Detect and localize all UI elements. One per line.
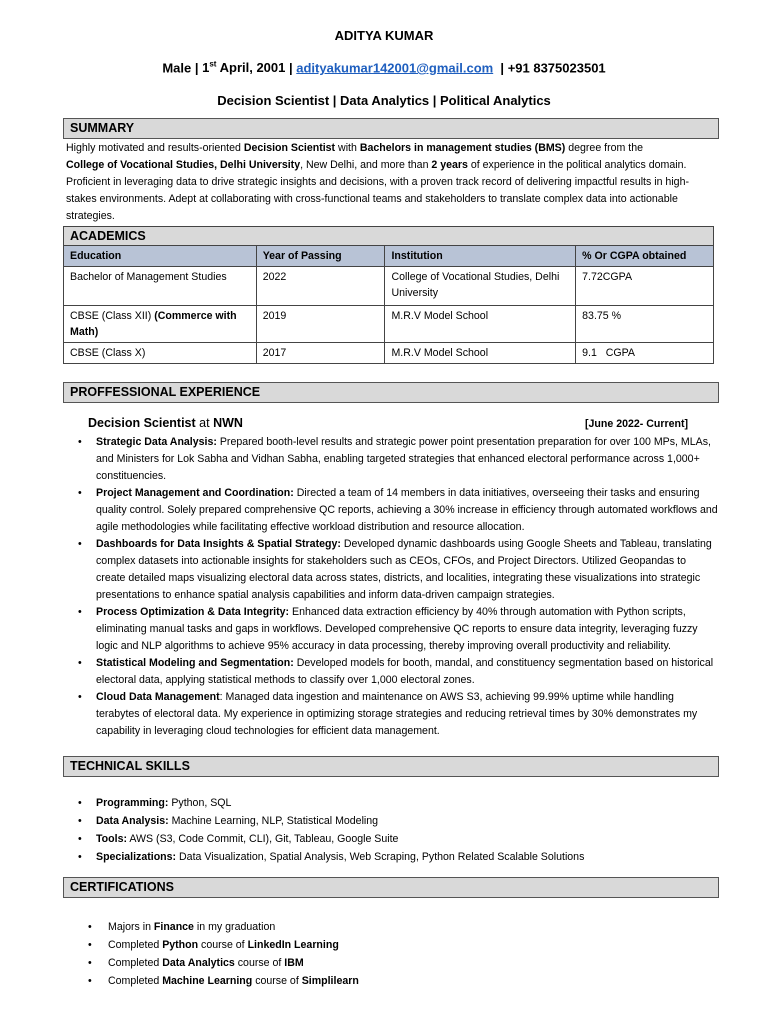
institution-cell: M.R.V Model School [385, 306, 576, 343]
summary-text: Highly motivated and results-oriented Decision Scientist with Bachelors in management studies (BMS) degree from the College of Vocational Studies, Delhi University, New Delhi, and more than 2 years of experience in the political analytics domain. Proficient in leveraging data to drive strategic insights and decisions, with a proven track record of delivering impactful results in high-stakes environments. Adept at collaborating with cross-functional teams and stakeholders to translate complex data into actionable strategies. [66, 142, 689, 222]
score-cell: 83.75 % [576, 306, 714, 343]
institution-cell: M.R.V Model School [385, 343, 576, 364]
table-row [64, 343, 714, 364]
list-item: • Data Analysis: Machine Learning, NLP, Statistical Modeling [78, 815, 379, 827]
year-cell: 2022 [256, 267, 385, 306]
candidate-name: ADITYA KUMAR [334, 28, 434, 43]
column-header: Year of Passing [256, 246, 385, 267]
list-item: • Completed Machine Learning course of Simplilearn [88, 975, 359, 987]
gender: Male [162, 60, 192, 76]
contact-line: Male | 1st April, 2001 | adityakumar142001@gmail.com | +91 8375023501 [162, 60, 606, 76]
date-of-birth: 1st April, 2001 [202, 60, 286, 76]
experience-bullets [78, 434, 718, 740]
list-item: • Programming: Python, SQL [78, 797, 232, 809]
summary-heading: SUMMARY [63, 118, 719, 139]
list-item: • Strategic Data Analysis: Prepared booth-level results and strategic power point presentation preparation for over 100 MPs, MLAs, and Ministers for Lok Sabha and Vidhan Sabha, enabling targeted strategies that enhanced electoral performance across 1,000+ constituencies. [78, 436, 711, 482]
academics-table [63, 226, 714, 364]
year-cell: 2017 [256, 343, 385, 364]
roles-line: Decision Scientist | Data Analytics | Political Analytics [217, 93, 551, 108]
table-row [64, 306, 714, 343]
experience-heading: PROFFESSIONAL EXPERIENCE [63, 382, 719, 403]
list-item: • Statistical Modeling and Segmentation: Developed models for booth, mandal, and constituency segmentation based on historical electoral data, applying statistical methods to classify over 1,000 electoral zones. [78, 657, 714, 686]
education-cell: CBSE (Class X) [64, 343, 257, 364]
phone-number: +91 8375023501 [507, 60, 606, 76]
job-title: Decision Scientist at NWN [88, 416, 243, 430]
list-item: • Majors in Finance in my graduation [88, 921, 276, 933]
list-item: • Project Management and Coordination: Directed a team of 14 members in data initiatives, overseeing their tasks and ensuring quality control. Solely prepared comprehensive QC reports, achieving a 30% increase in efficiency through automated workflows and agile methodologies while facilitating effective workload distribution and resource allocation. [78, 487, 718, 533]
year-cell: 2019 [256, 306, 385, 343]
table-row [64, 267, 714, 306]
certifications-list [88, 918, 359, 990]
list-item: • Completed Data Analytics course of IBM [88, 957, 304, 969]
email-link[interactable]: adityakumar142001@gmail.com [296, 60, 494, 76]
list-item: • Tools: AWS (S3, Code Commit, CLI), Git, Tableau, Google Suite [78, 833, 399, 845]
education-cell: CBSE (Class XII) (Commerce with Math) [64, 306, 257, 343]
list-item: • Process Optimization & Data Integrity: Enhanced data extraction efficiency by 40% through automation with Python scripts, eliminating manual tasks and gaps in workflows. Developed comprehensive QC reports to ensure data integrity, leveraging fuzzy logic and NLP algorithms to achieve 95% accuracy in data processing, thereby improving overall productivity and reliability. [78, 606, 698, 652]
skills-list [78, 795, 718, 867]
score-cell: 7.72CGPA [576, 267, 714, 306]
skills-heading: TECHNICAL SKILLS [63, 756, 719, 777]
list-item: • Completed Python course of LinkedIn Learning [88, 939, 339, 951]
list-item: • Cloud Data Management: Managed data ingestion and maintenance on AWS S3, achieving 99.99% uptime while handling terabytes of electoral data. My experience in optimizing storage strategies and reducing retrieval times by 30% demonstrates my capability in leveraging cloud technologies for efficient data management. [78, 691, 698, 737]
table-header-row [64, 246, 714, 267]
job-dates: [June 2022- Current] [585, 418, 689, 430]
score-cell: 9.1 CGPA [576, 343, 714, 364]
education-cell: Bachelor of Management Studies [64, 267, 257, 306]
institution-cell: College of Vocational Studies, Delhi University [385, 267, 576, 306]
certifications-heading: CERTIFICATIONS [63, 877, 719, 898]
list-item: • Specializations: Data Visualization, Spatial Analysis, Web Scraping, Python Related Scalable Solutions [78, 851, 585, 863]
column-header: Education [64, 246, 257, 267]
column-header: % Or CGPA obtained [576, 246, 714, 267]
academics-heading: ACADEMICS [64, 227, 714, 246]
column-header: Institution [385, 246, 576, 267]
list-item: • Dashboards for Data Insights & Spatial Strategy: Developed dynamic dashboards using Google Sheets and Tableau, translating complex datasets into actionable insights for stakeholders such as CEOs, CFOs, and Project Directors. Utilized Geopandas to create detailed maps visualizing electoral data across states, districts, and localities, integrating these visualizations into strategic presentations to enhance spatial analysis capabilities and inform data-driven campaign strategies. [78, 538, 712, 601]
